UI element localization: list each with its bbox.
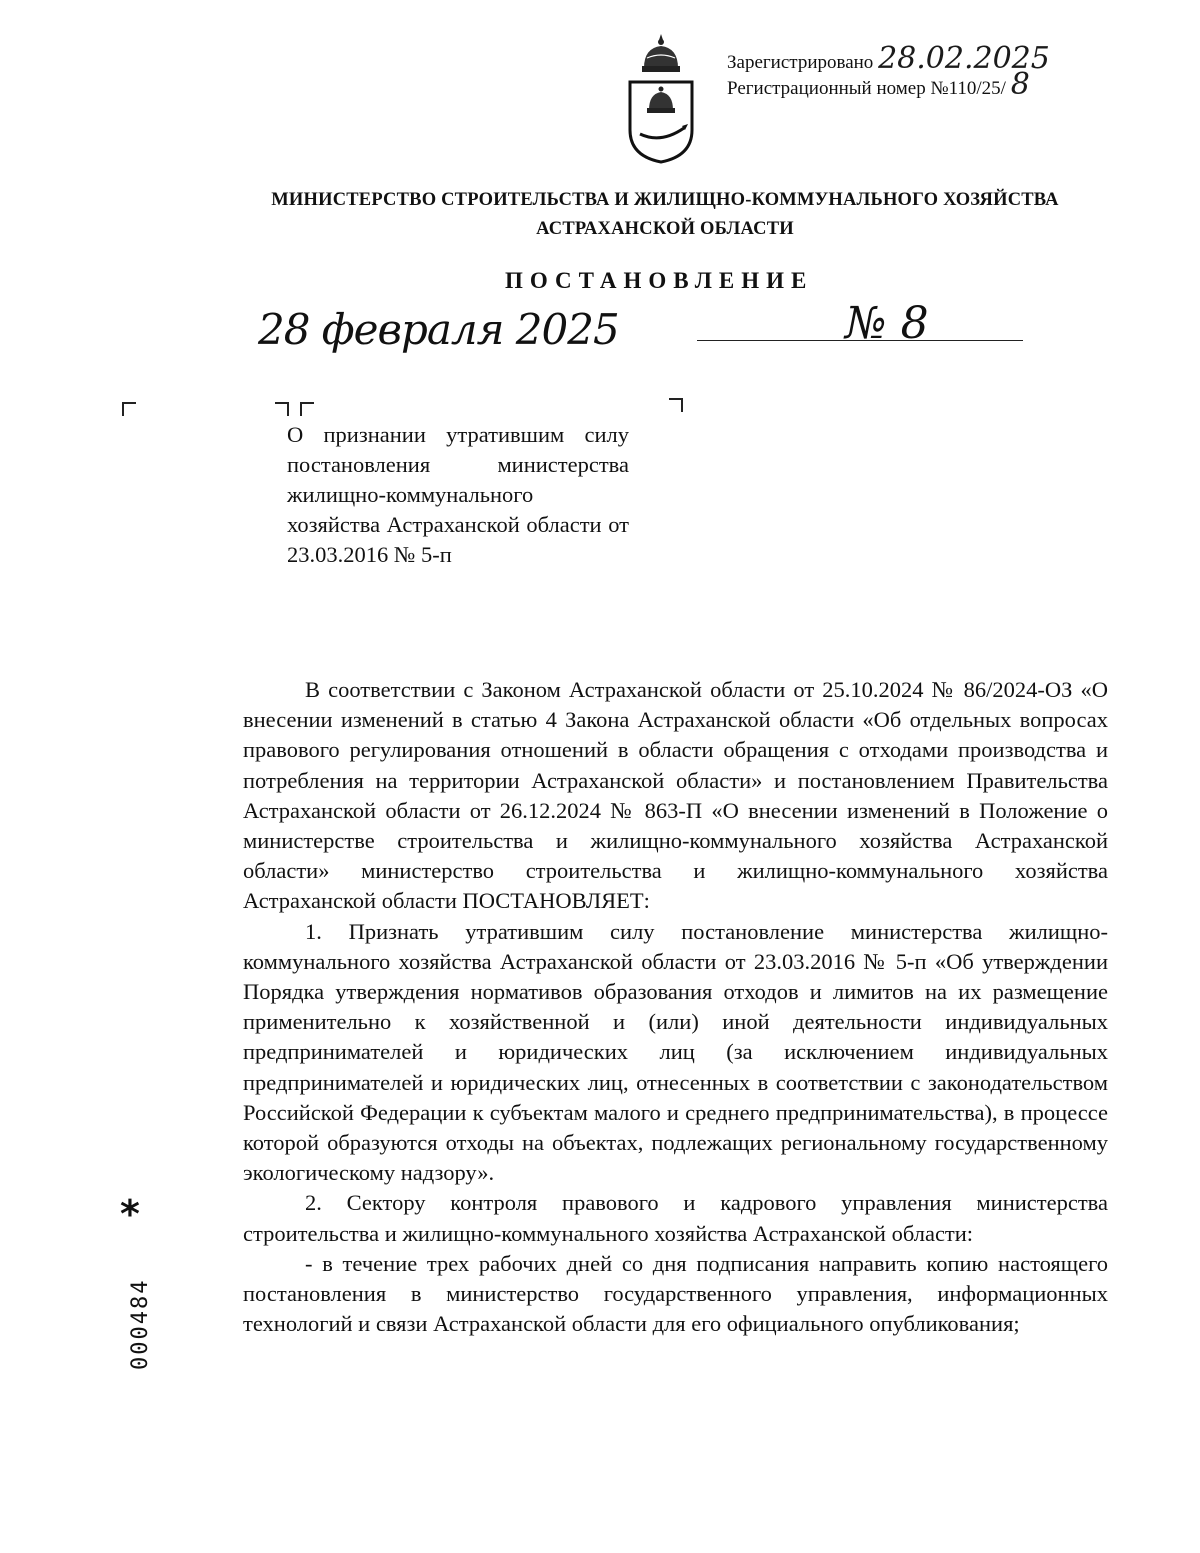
- registration-date-handwritten: 28.02.2025: [878, 41, 1050, 76]
- ministry-heading: [200, 186, 1130, 244]
- side-asterisk-mark: *: [120, 1192, 140, 1236]
- side-serial-code: 000484: [128, 1278, 153, 1370]
- corner-mark-left: [122, 402, 136, 416]
- document-subject: О признании утратившим силу постановления министерства жилищно-коммунального хозяйства Астраханской области от 23.03.2016 № 5-п: [287, 422, 629, 567]
- corner-mark-subject-right: [669, 398, 683, 412]
- corner-mark-subject-left: [275, 402, 289, 416]
- coat-of-arms-emblem: [622, 30, 700, 165]
- body-paragraph: - в течение трех рабочих дней со дня подписания направить копию настоящего постановления в министерство государственного управления, информационных технологий и связи Астраханской области для его официального опубликования;: [243, 1250, 1108, 1337]
- document-date-handwritten: 28 февраля 2025: [258, 305, 619, 354]
- ministry-line-1: МИНИСТЕРСТВО СТРОИТЕЛЬСТВА И ЖИЛИЩНО-КОММУНАЛЬНОГО ХОЗЯЙСТВА: [271, 190, 1059, 210]
- registration-label: Зарегистрировано: [727, 52, 874, 73]
- document-number-handwritten: № 8: [845, 298, 929, 349]
- registration-number-label: Регистрационный номер №110/25/: [727, 78, 1006, 99]
- corner-mark-subject-inner: [300, 402, 314, 416]
- registration-date-line: [727, 41, 1050, 76]
- body-paragraph: 1. Признать утратившим силу постановление министерства жилищно-коммунального хозяйства Астраханской области от 23.03.2016 № 5-п «Об утверждении Порядка утверждения нормативов образования отходов и лимитов на их размещение применительно к хозяйственной и (или) иной деятельности индивидуальных предпринимателей и юридических лиц (за исключением индивидуальных предпринимателей и юридических лиц, отнесенных в соответствии с законодательством Российской Федерации к субъектам малого и среднего предпринимательства), в процессе которой образуются отходы на объектах, подлежащих региональному государственному экологическому надзору».: [243, 918, 1108, 1186]
- registration-number-handwritten: 8: [1010, 67, 1030, 102]
- document-type-title: ПОСТАНОВЛЕНИЕ: [505, 268, 814, 293]
- body-paragraph: В соответствии с Законом Астраханской области от 25.10.2024 № 86/2024-ОЗ «О внесении изменений в статью 4 Закона Астраханской области «Об отдельных вопросах правового регулирования отношений в области обращения с отходами производства и потребления на территории Астраханской области» и постановлением Правительства Астраханской области от 26.12.2024 № 863-П «О внесении изменений в Положение о министерстве строительства и жилищно-коммунального хозяйства Астраханской области» министерство строительства и жилищно-коммунального хозяйства Астраханской области ПОСТАНОВЛЯЕТ:: [243, 677, 1108, 914]
- registration-number-line: [727, 67, 1030, 102]
- document-body: [243, 675, 1108, 1339]
- ministry-line-2: АСТРАХАНСКОЙ ОБЛАСТИ: [536, 219, 794, 239]
- body-paragraph: 2. Сектору контроля правового и кадрового управления министерства строительства и жилищно-коммунального хозяйства Астраханской области:: [243, 1190, 1108, 1246]
